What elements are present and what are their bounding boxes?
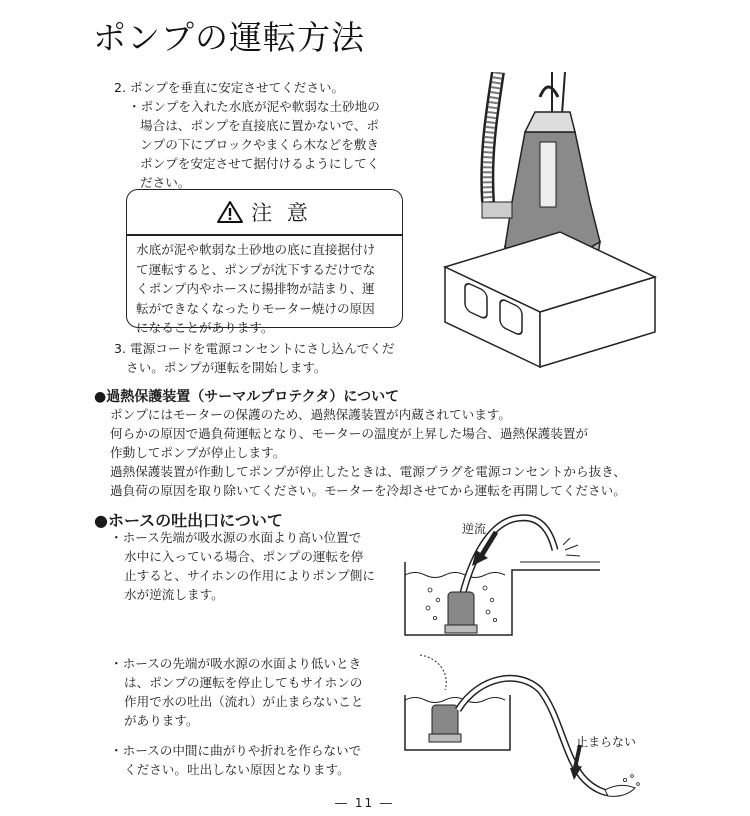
caution-divider: [126, 234, 403, 236]
hose-b1-line-2: 止すると、サイホンの作用によりポンプ側に: [124, 568, 375, 583]
thermal-line-3: 過熱保護装置が作動してポンプが停止したときは、電源プラグを電源コンセントから抜き、: [110, 464, 626, 479]
step2-line-2: ンプの下にブロックやまくら木などを敷き: [140, 137, 380, 152]
backflow-label: 逆流: [462, 522, 487, 536]
caution-line-0: 水底が泥や軟弱な土砂地の底に直接据付け: [136, 242, 376, 257]
thermal-line-4: 過負荷の原因を取り除いてください。モーターを冷却させてから運転を再開してください。: [110, 483, 626, 498]
thermal-line-1: 何らかの原因で過負荷運転となり、モーターの温度が上昇した場合、過熱保護装置が: [110, 426, 589, 441]
step3-line-0: 3. 電源コードを電源コンセントにさし込んでくだ: [114, 341, 395, 356]
step3-line-1: さい。ポンプが運転を開始します。: [126, 360, 327, 375]
page-number: ― 11 ―: [335, 796, 394, 810]
warning-icon: [217, 200, 243, 224]
step2-line-3: ポンプを安定させて据付けるようにしてく: [140, 156, 380, 171]
nonstop-label: 止まらない: [576, 735, 637, 749]
caution-text: [136, 240, 375, 338]
pump-on-block-illustration: [440, 72, 660, 372]
caution-label: 注 意: [251, 200, 312, 225]
caution-line-4: になることがあります。: [136, 320, 274, 335]
caution-line-1: て運転すると、ポンプが沈下するだけでな: [136, 261, 376, 277]
hose-b1-line-1: 水中に入っている場合、ポンプの運転を停: [124, 549, 364, 564]
siphon-illustration: [400, 650, 645, 800]
page-title: ポンプの運転方法: [93, 18, 365, 57]
step2-line-0: ・ポンプを入れた水底が泥や軟弱な土砂地の: [128, 99, 380, 114]
thermal-line-2: 作動してポンプが停止します。: [110, 445, 286, 460]
backflow-illustration: [400, 500, 610, 645]
step2-line-1: 場合は、ポンプを直接底に置かないで、ポ: [140, 118, 380, 133]
step2-heading: 2. ポンプを垂直に安定させてください。: [114, 80, 345, 95]
hose-b2-line-3: があります。: [124, 713, 199, 728]
thermal-line-0: ポンプにはモーターの保護のため、過熱保護装置が内蔵されています。: [110, 407, 511, 422]
hose-b1-line-0: ・ホース先端が吸水源の水面より高い位置で: [110, 530, 362, 545]
hose-heading: ●ホースの吐出口について: [94, 511, 283, 530]
hose-b1-line-3: 水が逆流します。: [124, 587, 224, 602]
caution-line-2: くポンプ内やホースに揚排物が詰まり、運: [136, 281, 375, 296]
caution-header: [126, 189, 403, 234]
step2-line-4: ださい。: [140, 175, 191, 190]
hose-b3-line-1: ください。吐出しない原因となります。: [124, 762, 350, 777]
hose-b3-line-0: ・ホースの中間に曲がりや折れを作らないで: [110, 743, 362, 758]
hose-b2-line-2: 作用で水の吐出（流れ）が止まらないこと: [124, 694, 364, 709]
caution-line-3: 転ができなくなったりモーター焼けの原因: [136, 300, 375, 316]
hose-b2-line-0: ・ホースの先端が吸水源の水面より低いとき: [110, 656, 362, 671]
thermal-heading: ●過熱保護装置（サーマルプロテクタ）について: [94, 389, 400, 405]
hose-b2-line-1: は、ポンプの運転を停止してもサイホンの: [124, 675, 363, 690]
